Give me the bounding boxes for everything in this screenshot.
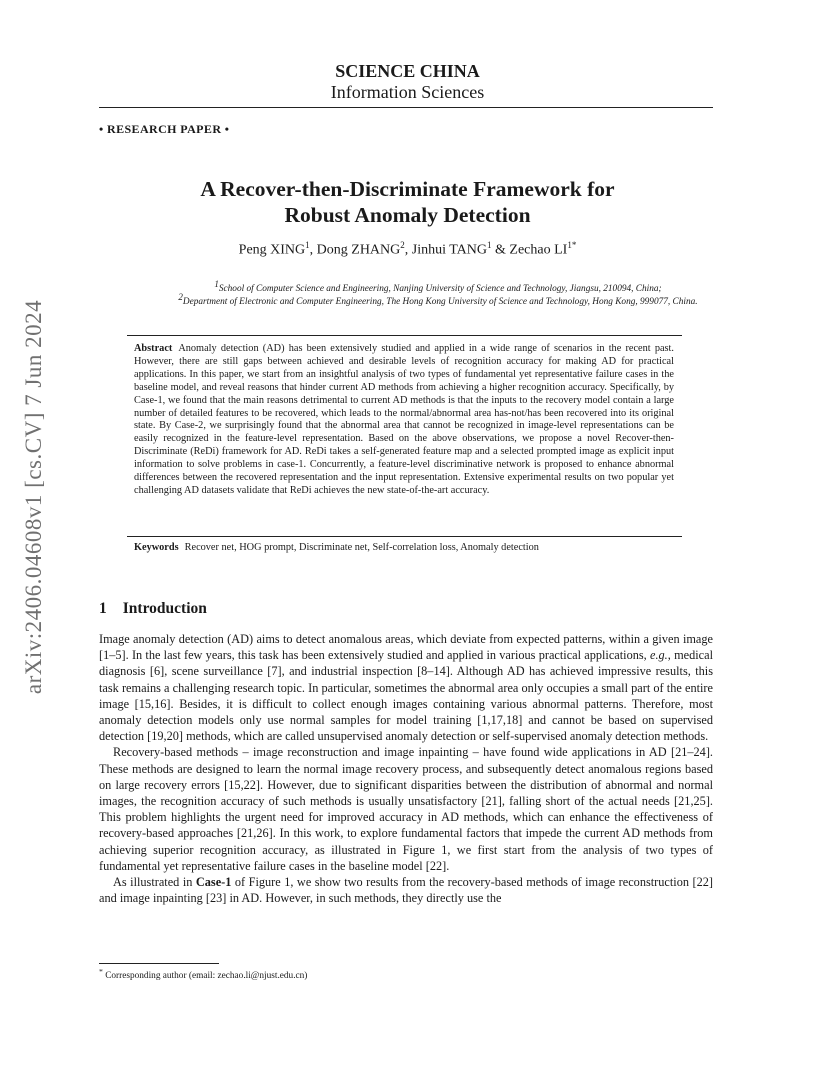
paper-title	[99, 176, 716, 228]
author-name: Jinhui TANG	[411, 242, 488, 258]
author-separator: &	[491, 242, 510, 258]
section-heading	[99, 600, 207, 618]
author-mark: 1	[305, 240, 310, 250]
paragraph	[99, 631, 713, 744]
paper-title-line: Robust Anomaly Detection	[284, 203, 531, 227]
author-mark: 2	[400, 240, 405, 250]
paragraph-text: Recovery-based methods – image reconstruction and image inpainting – have found wide applications in AD [21–24]. These methods are designed to learn the normal image recovery process, and subsequently detect anomalous regions based on large recovery errors [15,22]. However, due to significant disparities between the distribution of abnormal and normal images, the recognition accuracy of such methods is usually unsatisfactory [21], falling short of the actual needs [21,25]. This problem highlights the urgent need for improved accuracy in AD methods, which can enhance the effectiveness of recovery-based approaches [21,26]. In this work, to explore fundamental factors that impede the current AD methods from achieving superior recognition accuracy, as illustrated in Figure 1, we first start from the analysis of two types of fundamental yet representative failure cases in the baseline model [22].	[99, 745, 713, 873]
paragraph-text: of Figure 1, we show two results from the recovery-based methods of image reconstruction [22] and image inpainting [23] in AD. However, in such methods, they directly use the	[99, 875, 713, 906]
abstract-text: Anomaly detection (AD) has been extensively studied and applied in a wide range of scenarios in the recent past. However, there are still gaps between achieved and desirable levels of recognition accuracy for making AD for practical applications. In this paper, we start from an insightful analysis of two types of fundamental yet representative failure cases in the baseline model, and reveal reasons that hinder current AD methods from achieving a higher recognition accuracy. Specifically, by Case-1, we found that the main reasons detrimental to current AD methods is that the inputs to the recovery model contain a large number of detailed features to be recovered, which leads to the normal/abnormal area has-not/has been recovered into its original state. By Case-2, we surprisingly found that the abnormal area that cannot be recognized in image-level representations can be easily recognized in the feature-level representation. Based on the above observations, we propose a novel Recover-then-Discriminate (ReDi) framework for AD. ReDi takes a self-generated feature map and a selected prompted image as explicit input information to solve problems in case-1. Concurrently, a feature-level discriminative network is proposed to enhance abnormal differences between the recovered representation and the input representation. Extensive experimental results on two popular yet challenging AD datasets validate that ReDi achieves the new state-of-the-art accuracy.	[134, 343, 674, 496]
paragraph-text: Image anomaly detection (AD) aims to detect anomalous areas, which deviate from expected patterns, within a given image [1–5]. In the last few years, this task has been extensively studied and applied in various practical applications,	[99, 632, 713, 663]
affiliation-text: School of Computer Science and Engineering, Nanjing University of Science and Technology, Jiangsu, 210094, China;	[218, 284, 662, 295]
journal-subtitle: Information Sciences	[330, 82, 485, 102]
affiliation-mark: 1	[214, 279, 219, 289]
footnote-rule	[99, 963, 219, 964]
abstract-bottom-rule	[127, 536, 682, 537]
paragraph	[99, 874, 713, 906]
section-number: 1	[99, 600, 107, 617]
abstract	[134, 343, 674, 498]
affiliation-mark: 2	[178, 292, 183, 302]
keywords-text: Recover net, HOG prompt, Discriminate net, Self-correlation loss, Anomaly detection	[184, 542, 539, 553]
footnote-text: Corresponding author (email: zechao.li@njust.edu.cn)	[105, 971, 308, 982]
paragraph-text: , medical diagnosis [6], scene surveillance [7], and industrial inspection [8–14]. Although AD has achieved impressive results, this task remains a challenging research topic. In particular, sometimes the abnormal area only occupies a small part of the entire image [15,16]. Besides, it is difficult to collect enough images containing various abnormal patterns. Therefore, most anomaly detection models only use normal samples for model training [1,17,18] and cannot be based on supervised detection [19,20] methods, which are called unsupervised anomaly detection or self-supervised anomaly detection methods.	[99, 648, 713, 744]
section-title: Introduction	[122, 600, 207, 617]
paper-title-line: A Recover-then-Discriminate Framework for	[200, 177, 615, 201]
bold-text: Case-1	[195, 875, 232, 890]
paper-type-label: • RESEARCH PAPER •	[99, 122, 230, 136]
author-name: Zechao LI	[509, 242, 568, 258]
footnote	[99, 967, 307, 981]
abstract-top-rule	[127, 335, 682, 336]
body-text	[99, 631, 713, 906]
author-mark: 1	[487, 240, 492, 250]
paragraph	[99, 744, 713, 874]
author-name: Peng XING	[238, 242, 306, 258]
arxiv-stamp-text: arXiv:2406.04608v1 [cs.CV] 7 Jun 2024	[21, 299, 47, 695]
affiliation-text: Department of Electronic and Computer Engineering, The Hong Kong University of Science and Technology, Hong Kong, 999077, China.	[182, 297, 698, 308]
abstract-label: Abstract	[134, 343, 173, 354]
author-mark: 1*	[567, 240, 577, 250]
keywords	[134, 542, 674, 553]
footnote-mark: *	[99, 967, 103, 976]
header-rule	[99, 107, 713, 108]
emphasis-text: e.g.	[650, 648, 668, 663]
author-separator: ,	[309, 242, 317, 258]
author-list	[99, 240, 716, 259]
affiliation	[96, 292, 780, 307]
author-separator: ,	[404, 242, 412, 258]
keywords-label: Keywords	[134, 542, 179, 553]
author-name: Dong ZHANG	[316, 242, 401, 258]
journal-title: SCIENCE CHINA	[335, 61, 480, 81]
paragraph-text: As illustrated in	[113, 875, 196, 890]
arxiv-stamp	[14, 297, 54, 697]
